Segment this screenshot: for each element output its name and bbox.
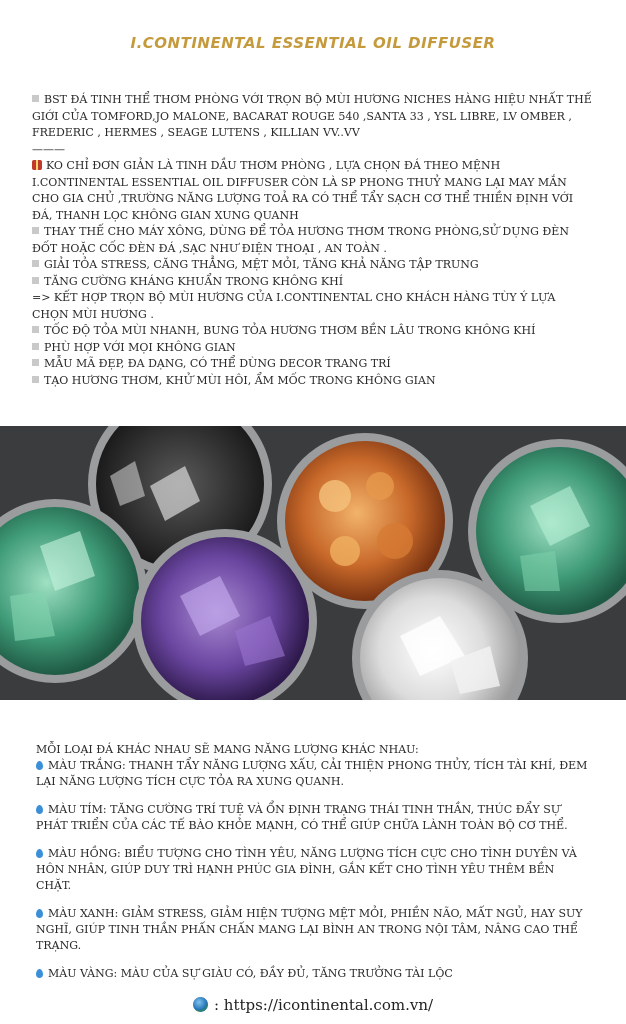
intro-p2: KO CHỈ ĐƠN GIẢN LÀ TINH DẦU THƠM PHÒNG , LỰA CHỌN ĐÁ THEO MỆNH I.CONTINENTAL ESSENTIAL OIL DIFFUSER CÒN LÀ SP PHONG THUỶ MANG LẠI MAY MẮN CHO GIA CHỦ ,TRƯỜNG NĂNG LƯỢNG TOẢ RA CÓ THỂ TẨY SẠCH CƠ THỂ THIỀN ĐỊNH VỚI ĐÁ, THANH LỌC KHÔNG GIAN XUNG QUANH [32,159,574,222]
intro-arrow-line: => KẾT HỢP TRỌN BỘ MÙI HƯƠNG CỦA I.CONTINENTAL CHO KHÁCH HÀNG TÙY Ý LỰA CHỌN MÙI HƯƠNG . [32,291,556,321]
intro-bullet-4: TỐC ĐỘ TỎA MÙI NHANH, BUNG TỎA HƯƠNG THƠM BỀN LÂU TRONG KHÔNG KHÍ [32,323,592,340]
intro-divider: ——— [32,142,65,156]
intro-bullet-1: THAY THẾ CHO MÁY XÔNG, DÙNG ĐỂ TỎA HƯƠNG THƠM TRONG PHÒNG,SỬ DỤNG ĐÈN ĐỐT HOẶC CỐC ĐÈN ĐÁ ,SẠC NHƯ ĐIỆN THOẠI , AN TOÀN . [32,225,569,255]
intro-bullet-2: GIẢI TỎA STRESS, CĂNG THẲNG, MỆT MỎI, TĂNG KHẢ NĂNG TẬP TRUNG [32,257,592,274]
stone-yellow: MÀU VÀNG: MÀU CỦA SỰ GIÀU CÓ, ĐẦY ĐỦ, TĂNG TRƯỞNG TÀI LỘC [36,966,592,982]
intro-p1: BST ĐÁ TINH THỂ THƠM PHÒNG VỚI TRỌN BỘ MÙI HƯƠNG NICHES HÀNG HIỆU NHẤT THẾ GIỚI CỦA TOMFORD,JO MALONE, BACARAT ROUGE 540 ,SANTA 33 , YSL LIBRE, LV OMBER , FREDERIC , HERMES , SEAGE LUTENS , KILLIAN VV..VV [32,93,592,139]
intro-text [32,92,592,389]
droplet-icon [36,849,43,858]
bullet-square-icon [32,95,39,102]
droplet-icon [36,909,43,918]
crystal-bowls-photo [0,426,626,700]
intro-bullet-7: TẠO HƯƠNG THƠM, KHỬ MÙI HÔI, ẨM MỐC TRONG KHÔNG GIAN [32,373,592,390]
website-link[interactable]: : https://icontinental.com.vn/ [213,996,434,1014]
droplet-icon [36,969,43,978]
bullet-square-icon [32,277,39,284]
gift-icon [32,160,42,170]
stone-meanings [36,742,592,994]
droplet-icon [36,805,43,814]
bullet-square-icon [32,359,39,366]
bullet-square-icon [32,343,39,350]
intro-bullet-3: TĂNG CƯỜNG KHÁNG KHUẨN TRONG KHÔNG KHÍ [32,274,592,291]
intro-bullet-6: MẪU MÃ ĐẸP, ĐA DẠNG, CÓ THỂ DÙNG DECOR TRANG TRÍ [32,356,592,373]
stone-green: MÀU XANH: GIẢM STRESS, GIẢM HIỆN TƯỢNG MỆT MỎI, PHIỀN NÃO, MẤT NGỦ, HAY SUY NGHĨ, GIÚP TINH THẦN PHẤN CHẤN MANG LẠI BÌNH AN TRONG NỘI TÂM, NÂNG CAO THỂ TRẠNG. [36,907,583,952]
intro-bullet-5: PHÙ HỢP VỚI MỌI KHÔNG GIAN [32,340,592,357]
bullet-square-icon [32,326,39,333]
globe-icon [193,997,208,1012]
bullet-square-icon [32,376,39,383]
droplet-icon [36,761,43,770]
stone-white: MÀU TRẮNG: THANH TẨY NĂNG LƯỢNG XẤU, CẢI THIỆN PHONG THỦY, TÍCH TÀI KHÍ, ĐEM LẠI NĂNG LƯỢNG TÍCH CỰC TỎA RA XUNG QUANH. [36,759,588,788]
crystal-bowls-illustration [0,426,626,700]
website-footer[interactable] [0,996,626,1014]
stones-heading: MỖI LOẠI ĐÁ KHÁC NHAU SẼ MANG NĂNG LƯỢNG KHÁC NHAU: [36,743,419,756]
stone-purple: MÀU TÍM: TĂNG CƯỜNG TRÍ TUỆ VÀ ỔN ĐỊNH TRẠNG THÁI TINH THẦN, THÚC ĐẨY SỰ PHÁT TRIỂN CỦA CÁC TẾ BÀO KHỎE MẠNH, CÓ THỂ GIÚP CHỮA LÀNH TOÀN BỘ CƠ THỂ. [36,803,568,832]
page-title: I.CONTINENTAL ESSENTIAL OIL DIFFUSER [130,34,496,52]
stone-pink: MÀU HỒNG: BIỂU TƯỢNG CHO TÌNH YÊU, NĂNG LƯỢNG TÍCH CỰC CHO TÌNH DUYÊN VÀ HÔN NHÂN, GIÚP DUY TRÌ HẠNH PHÚC GIA ĐÌNH, GẮN KẾT CHO TÌNH YÊU THÊM BỀN CHẶT. [36,847,577,892]
bullet-square-icon [32,227,39,234]
bullet-square-icon [32,260,39,267]
